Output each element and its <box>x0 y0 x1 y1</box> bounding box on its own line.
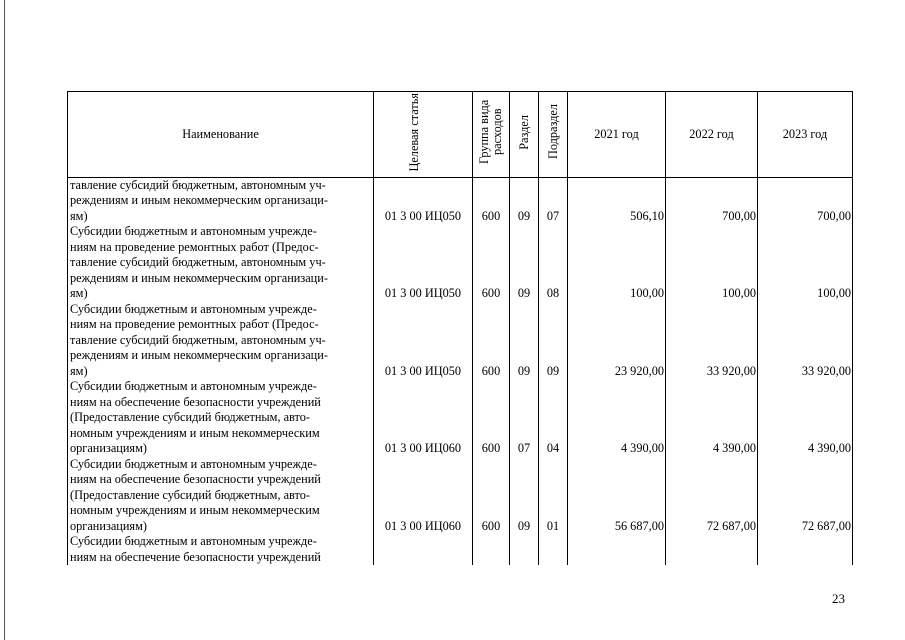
row-name-line: номным учреждениям и иным некоммерческим <box>70 425 320 440</box>
row-code: 01 3 00 ИЦ050 <box>374 302 473 380</box>
row-subsection: 04 <box>539 379 568 457</box>
page-margin-rule <box>4 0 5 640</box>
row-name-line: ям) <box>70 363 88 378</box>
row-name <box>68 379 374 457</box>
row-name-line: ниям на проведение ремонтных работ (Предос- <box>70 317 319 331</box>
row-name-line: ниям на проведение ремонтных работ (Предос- <box>70 239 319 254</box>
row-2022: 700,00 <box>666 177 758 224</box>
row-2022: 33 920,00 <box>666 302 758 380</box>
header-2023: 2023 год <box>758 92 853 178</box>
table-row <box>68 224 853 302</box>
row-section: 09 <box>510 302 539 380</box>
row-2022 <box>666 534 758 565</box>
header-target: Целевая статья <box>374 92 473 178</box>
row-code: 01 3 00 ИЦ050 <box>374 224 473 302</box>
row-code: 01 3 00 ИЦ050 <box>374 177 473 224</box>
row-subsection: 08 <box>539 224 568 302</box>
header-subsection: Подраздел <box>539 92 568 178</box>
row-subsection: 01 <box>539 457 568 535</box>
row-name-line: организациям) <box>70 441 147 455</box>
budget-table-container <box>67 91 852 565</box>
row-2022: 72 687,00 <box>666 457 758 535</box>
row-2021: 4 390,00 <box>568 379 666 457</box>
row-2021: 23 920,00 <box>568 302 666 380</box>
row-name-line: реждениям и иным некоммерческим организаци- <box>70 270 328 285</box>
table-row <box>68 379 853 457</box>
table-row <box>68 177 853 224</box>
row-name-line: Субсидии бюджетным и автономным учрежде- <box>70 456 317 471</box>
row-name <box>68 302 374 380</box>
row-section <box>510 534 539 565</box>
budget-table <box>67 91 853 565</box>
table-body <box>68 177 853 565</box>
row-group: 600 <box>473 302 510 380</box>
row-name-line: (Предоставление субсидий бюджетным, авто- <box>70 410 310 424</box>
row-name-line: (Предоставление субсидий бюджетным, авто- <box>70 487 310 502</box>
row-name-line: Субсидии бюджетным и автономным учрежде- <box>70 534 317 548</box>
row-2021: 506,10 <box>568 177 666 224</box>
table-header-row <box>68 92 853 178</box>
row-2021 <box>568 534 666 565</box>
row-2022: 100,00 <box>666 224 758 302</box>
row-name-line: организациям) <box>70 518 147 533</box>
row-name <box>68 534 374 565</box>
row-2021: 100,00 <box>568 224 666 302</box>
row-name <box>68 224 374 302</box>
row-name-line: Субсидии бюджетным и автономным учрежде- <box>70 224 317 238</box>
row-subsection <box>539 534 568 565</box>
row-section: 09 <box>510 177 539 224</box>
row-group: 600 <box>473 177 510 224</box>
row-subsection: 07 <box>539 177 568 224</box>
row-group: 600 <box>473 457 510 535</box>
row-name-line: тавление субсидий бюджетным, автономным уч- <box>70 332 326 347</box>
row-name <box>68 457 374 535</box>
row-name-line: тавление субсидий бюджетным, автономным уч- <box>70 177 326 192</box>
row-group <box>473 534 510 565</box>
row-2023: 4 390,00 <box>758 379 853 457</box>
row-subsection: 09 <box>539 302 568 380</box>
header-2021: 2021 год <box>568 92 666 178</box>
header-name: Наименование <box>68 92 374 178</box>
table-row <box>68 302 853 380</box>
row-section: 09 <box>510 224 539 302</box>
table-row <box>68 534 853 565</box>
row-name-line: тавление субсидий бюджетным, автономным уч- <box>70 255 326 269</box>
row-code: 01 3 00 ИЦ060 <box>374 379 473 457</box>
row-name-line: Субсидии бюджетным и автономным учрежде- <box>70 301 317 316</box>
row-name-line: ниям на обеспечение безопасности учреждений <box>70 472 321 486</box>
row-2023: 72 687,00 <box>758 457 853 535</box>
row-2023: 33 920,00 <box>758 302 853 380</box>
row-code <box>374 534 473 565</box>
row-2023: 100,00 <box>758 224 853 302</box>
row-name-line: Субсидии бюджетным и автономным учрежде- <box>70 379 317 393</box>
header-group: Группа вида расходов <box>473 92 510 178</box>
row-group: 600 <box>473 224 510 302</box>
row-name-line: ниям на обеспечение безопасности учреждений <box>70 394 321 409</box>
row-2022: 4 390,00 <box>666 379 758 457</box>
row-section: 09 <box>510 457 539 535</box>
row-2023: 700,00 <box>758 177 853 224</box>
row-group: 600 <box>473 379 510 457</box>
header-2022: 2022 год <box>666 92 758 178</box>
table-row <box>68 457 853 535</box>
row-2023 <box>758 534 853 565</box>
row-2021: 56 687,00 <box>568 457 666 535</box>
row-name-line: ниям на обеспечение безопасности учреждений <box>70 549 321 564</box>
header-section: Раздел <box>510 92 539 178</box>
page-number: 23 <box>832 591 845 606</box>
row-name <box>68 177 374 224</box>
row-name-line: реждениям и иным некоммерческим организаци- <box>70 348 328 362</box>
row-name-line: номным учреждениям и иным некоммерческим <box>70 503 320 517</box>
row-code: 01 3 00 ИЦ060 <box>374 457 473 535</box>
row-name-line: ям) <box>70 208 88 223</box>
row-name-line: ям) <box>70 286 88 300</box>
row-section: 07 <box>510 379 539 457</box>
row-name-line: реждениям и иным некоммерческим организаци- <box>70 193 328 207</box>
